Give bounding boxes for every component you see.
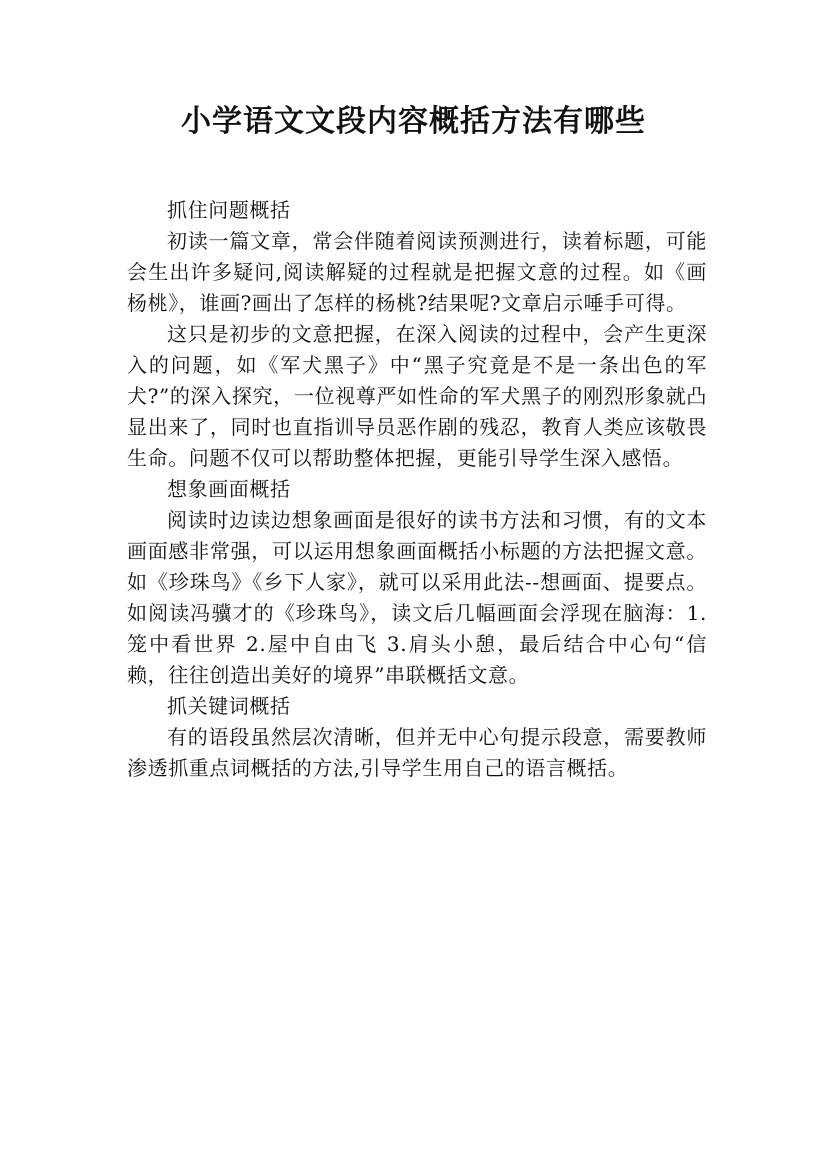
document-body <box>127 195 707 784</box>
paragraph: 有的语段虽然层次清晰，但并无中心句提示段意，需要教师渗透抓重点词概括的方法,引导学生用自己的语言概括。 <box>127 725 707 780</box>
section-heading-imagination: 想象画面概括 <box>167 477 291 501</box>
section-heading-keywords: 抓关键词概括 <box>167 694 291 718</box>
paragraph: 初读一篇文章，常会伴随着阅读预测进行，读着标题，可能会生出许多疑问,阅读解疑的过程就是把握文意的过程。如《画杨桃》，谁画?画出了怎样的杨桃?结果呢?文章启示唾手可得。 <box>127 229 707 315</box>
paragraph: 阅读时边读边想象画面是很好的读书方法和习惯，有的文本画面感非常强，可以运用想象画面概括小标题的方法把握文意。如《珍珠鸟》《乡下人家》，就可以采用此法--想画面、提要点。如阅读冯骥才的《珍珠鸟》，读文后几幅画面会浮现在脑海：1.笼中看世界 2.屋中自由飞 3.肩头小憩，最后结合中心句“信赖，往往创造出美好的境界”串联概括文意。 <box>127 508 707 687</box>
paragraph: 这只是初步的文意把握，在深入阅读的过程中，会产生更深入的问题，如《军犬黑子》中“黑子究竟是不是一条出色的军犬?”的深入探究，一位视尊严如性命的军犬黑子的刚烈形象就凸显出来了，同时也直指训导员恶作剧的残忍，教育人类应该敬畏生命。问题不仅可以帮助整体把握，更能引导学生深入感悟。 <box>127 322 707 470</box>
document-title: 小学语文文段内容概括方法有哪些 <box>181 104 646 139</box>
section-heading-questions: 抓住问题概括 <box>167 198 291 222</box>
